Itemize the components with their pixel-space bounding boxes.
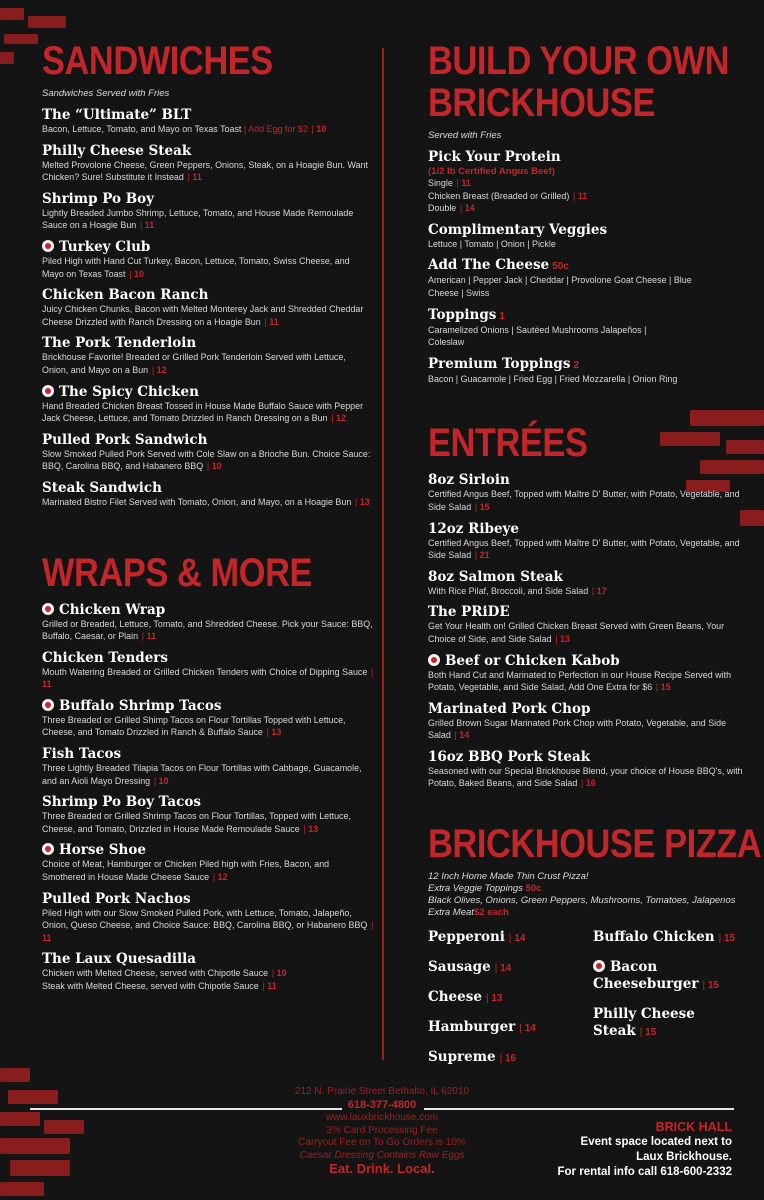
- brick-hall-info: [558, 1120, 733, 1180]
- item-description: Piled High with our Slow Smoked Pulled Pork, with Lettuce, Tomato, Jalapeño, Onion, Queso Cheese, and Choice Sauce: BBQ, Carolina BBQ, or Habanero BBQ| 11: [42, 908, 373, 946]
- protein-note: (1/2 lb Certified Angus Beef): [428, 166, 555, 177]
- menu-item: [42, 650, 372, 692]
- menu-item: [42, 191, 372, 233]
- menu-item: [428, 472, 748, 514]
- menu-item: [42, 951, 372, 993]
- item-name: Fish Tacos: [42, 746, 122, 763]
- item-name: Horse Shoe: [42, 842, 372, 859]
- pizza-item: Philly Cheese Steak| 15: [593, 1006, 723, 1041]
- menu-item: [42, 384, 372, 426]
- brick-hall-line: Laux Brickhouse.: [636, 1151, 732, 1163]
- item-name: Chicken Wrap: [42, 602, 372, 619]
- footer-contact: [232, 1086, 532, 1175]
- item-description: Marinated Bistro Filet Served with Tomato, Onion, and Mayo, on a Hoagie Bun| 13: [42, 497, 373, 510]
- tagline: Eat. Drink. Local.: [329, 1160, 435, 1176]
- item-description: Get Your Health on! Grilled Chicken Breast Served with Green Beans, Your Choice of Side, and Side Salad| 13: [428, 621, 749, 646]
- pizza-item: Sausage| 14: [428, 959, 583, 977]
- brick-decoration: [4, 34, 38, 44]
- phone-number[interactable]: 618-377-4800: [344, 1099, 421, 1111]
- item-description: Certified Angus Beef, Topped with Maître D' Butter, with Potato, Vegetable, and Side Salad| 15: [428, 489, 749, 514]
- byo-title-line1: BUILD YOUR OWN: [428, 39, 730, 83]
- menu-item: [428, 257, 748, 300]
- sandwiches-title: SANDWICHES: [42, 39, 273, 83]
- item-description: Bacon, Lettuce, Tomato, and Mayo on Texas Toast | Add Egg for $2| 10: [42, 124, 373, 137]
- item-description: Three Breaded or Grilled Shrimp Tacos on Flour Tortillas, Topped with Lettuce, Cheese, and Tomato, Drizzled in House Made Remoulade Sauce| 13: [42, 811, 373, 836]
- right-column: [428, 39, 762, 1079]
- website-link[interactable]: www.lauxbrickhouse.com: [325, 1112, 439, 1124]
- menu-item: [42, 335, 372, 377]
- item-name: The PRiDE: [428, 604, 510, 621]
- item-name: Beef or Chicken Kabob: [428, 653, 748, 670]
- brick-decoration: [44, 1120, 84, 1134]
- item-name: 12oz Ribeye: [428, 520, 519, 537]
- item-name: The “Ultimate” BLT: [42, 107, 192, 123]
- item-description: Juicy Chicken Chunks, Bacon with Melted Monterey Jack and Shredded Cheddar Cheese Drizzled with Ranch Dressing on a Hoagie Bun| 11: [42, 304, 373, 329]
- menu-item: [428, 356, 748, 387]
- item-name: Add The Cheese 50c: [428, 257, 569, 274]
- item-name: The Laux Quesadilla: [42, 951, 197, 968]
- menu-item: [42, 891, 372, 946]
- brick-decoration: [0, 52, 14, 64]
- item-description: Seasoned with our Special Brickhouse Blend, your choice of House BBQ's, with Potato, Baked Beans, and Side Salad| 16: [428, 766, 749, 791]
- brick-hall-line: For rental info call 618-600-2332: [557, 1166, 732, 1178]
- pizza-column-left: [428, 929, 583, 1079]
- column-divider: [382, 48, 384, 1060]
- brick-decoration: [0, 1138, 70, 1154]
- pizza-list: [428, 929, 748, 1079]
- item-description: Slow Smoked Pulled Pork Served with Cole Slaw on a Brioche Bun. Choice Sauce: BBQ, Carolina BBQ, and Habanero BBQ| 10: [42, 449, 373, 474]
- item-description: Three Breaded or Grilled Shimp Tacos on Flour Tortillas Topped with Lettuce, Cheese, and Tomato Drizzled in Ranch & Buffalo Sauce| 13: [42, 715, 373, 740]
- item-description: Single| 11: [428, 178, 749, 191]
- menu-item: [428, 569, 748, 599]
- item-name: Premium Toppings 2: [428, 355, 579, 372]
- card-fee-note: 3% Card Processing Fee: [326, 1124, 438, 1136]
- item-name: Pulled Pork Nachos: [42, 890, 191, 907]
- menu-item: [428, 521, 748, 563]
- item-description: Lettuce | Tomato | Onion | Pickle: [428, 238, 556, 250]
- item-name: Buffalo Shrimp Tacos: [42, 698, 372, 715]
- item-description: Both Hand Cut and Marinated to Perfection in our House Recipe Served with Potato, Vegetable, and Side Salad, Add One Extra for $6| 15: [428, 670, 749, 695]
- menu-item: [428, 307, 748, 350]
- item-description: Grilled Brown Sugar Marinated Pork Chop with Potato, Vegetable, and Side Salad| 14: [428, 718, 749, 743]
- item-description: With Rice Pilaf, Broccoli, and Side Salad| 17: [428, 586, 749, 599]
- menu-item: [42, 746, 372, 788]
- brick-decoration: [28, 16, 66, 28]
- item-name: 8oz Salmon Steak: [428, 568, 563, 585]
- item-name: Marinated Pork Chop: [428, 700, 591, 717]
- brick-decoration: [0, 1182, 44, 1196]
- brick-decoration: [0, 1068, 30, 1082]
- item-description: American | Pepper Jack | Cheddar | Provolone Goat Cheese | Blue Cheese | Swiss: [428, 275, 692, 299]
- item-name: Pick Your Protein: [428, 149, 561, 165]
- caesar-warning: Caesar Dressing Contains Raw Eggs: [299, 1149, 465, 1161]
- item-name: The Spicy Chicken: [42, 384, 372, 401]
- item-description: Double| 14: [428, 203, 749, 216]
- signature-icon: [42, 603, 54, 615]
- item-description: Caramelized Onions | Sautéed Mushrooms Jalapeños | Coleslaw: [428, 324, 647, 349]
- signature-icon: [42, 240, 54, 252]
- pizza-item: Buffalo Chicken| 15: [593, 929, 748, 947]
- signature-icon: [593, 960, 605, 972]
- item-name: Chicken Tenders: [42, 649, 169, 666]
- signature-icon: [42, 843, 54, 855]
- item-description: Chicken with Melted Cheese, served with Chipotle Sauce| 10: [42, 968, 373, 981]
- item-description: Choice of Meat, Hamburger or Chicken Piled high with Fries, Bacon, and Smothered in House Made Cheese Sauce| 12: [42, 859, 373, 884]
- menu-item: [428, 653, 748, 695]
- menu-item: [42, 842, 372, 884]
- menu-item: [42, 480, 372, 510]
- item-name: Toppings 1: [428, 306, 505, 323]
- brick-hall-title: BRICK HALL: [655, 1120, 732, 1134]
- menu-item: [42, 239, 372, 281]
- byo-subtitle: Served with Fries: [428, 130, 502, 141]
- menu-item: [428, 701, 748, 743]
- brick-decoration: [8, 1090, 58, 1104]
- item-name: 16oz BBQ Pork Steak: [428, 748, 591, 765]
- brick-decoration: [0, 8, 24, 20]
- item-name: The Pork Tenderloin: [42, 335, 197, 352]
- item-name: Pulled Pork Sandwich: [42, 431, 208, 448]
- item-description: Chicken Breast (Breaded or Grilled)| 11: [428, 191, 749, 204]
- menu-item: [428, 604, 748, 646]
- item-name: Chicken Bacon Ranch: [42, 287, 209, 304]
- menu-item: [428, 222, 748, 252]
- item-description: Piled High with Hand Cut Turkey, Bacon, Lettuce, Tomato, Swiss Cheese, and Mayo on Texas Toast| 10: [42, 256, 373, 281]
- menu-item: [42, 602, 372, 644]
- menu-item: [42, 287, 372, 329]
- wraps-title: WRAPS & MORE: [42, 550, 313, 595]
- item-description: Brickhouse Favorite! Breaded or Grilled Pork Tenderloin Served with Lettuce, Onion, and Mayo on a Bun| 12: [42, 352, 373, 377]
- item-name: 8oz Sirloin: [428, 472, 510, 489]
- item-description: Bacon | Guacamole | Fried Egg | Fried Mozzarella | Onion Ring: [428, 373, 678, 385]
- item-description: Lightly Breaded Jumbo Shrimp, Lettuce, Tomato, and House Made Remoulade Sauce on a Hoagie Bun| 11: [42, 208, 373, 233]
- item-name: Philly Cheese Steak: [42, 142, 192, 159]
- signature-icon: [428, 654, 440, 666]
- menu-item: [42, 698, 372, 740]
- item-name: Turkey Club: [42, 239, 372, 256]
- item-description: Melted Provolone Cheese, Green Peppers, Onions, Steak, on a Hoagie Bun. Want Chicken? Sure! Substitute it Instead| 11: [42, 160, 373, 185]
- sandwiches-subtitle: Sandwiches Served with Fries: [42, 88, 170, 99]
- signature-icon: [42, 699, 54, 711]
- item-description: Certified Angus Beef, Topped with Maître D' Butter, with Potato, Vegetable, and Side Salad| 21: [428, 538, 749, 563]
- pizza-item: Cheese| 13: [428, 989, 583, 1007]
- carryout-fee-note: Carryout Fee on To Go Orders is 10%: [298, 1137, 466, 1149]
- pizza-column-right: [593, 929, 748, 1079]
- item-name: Shrimp Po Boy: [42, 190, 154, 207]
- brick-decoration: [10, 1160, 70, 1176]
- signature-icon: [42, 385, 54, 397]
- item-description: Grilled or Breaded, Lettuce, Tomato, and Shredded Cheese. Pick your Sauce: BBQ, Buffalo, Caesar, or Plain| 11: [42, 619, 373, 644]
- item-name: Shrimp Po Boy Tacos: [42, 794, 202, 811]
- address: 212 N. Prairie Street Bethalto, IL 62010: [294, 1086, 470, 1097]
- pizza-title: BRICKHOUSE PIZZA: [428, 822, 762, 867]
- entrees-title: ENTRÉES: [428, 421, 588, 466]
- left-column: [42, 40, 372, 1000]
- brick-hall-line: Event space located next to: [580, 1136, 732, 1148]
- menu-item: [428, 149, 748, 216]
- brick-decoration: [0, 1112, 40, 1126]
- menu-item: [42, 143, 372, 185]
- item-name: Complimentary Veggies: [428, 221, 608, 238]
- item-description: Three Lightly Breaded Tilapia Tacos on Flour Tortillas with Cabbage, Guacamole, and an Aioli Mayo Dressing| 10: [42, 763, 373, 788]
- item-name: Steak Sandwich: [42, 479, 162, 496]
- pizza-notes: 12 Inch Home Made Thin Crust Pizza! Extra Veggie Toppings 50c Black Olives, Onions, Green Peppers, Mushrooms, Tomatoes, Jalapenos Extra Meat$2 each: [428, 871, 736, 919]
- item-description: Mouth Watering Breaded or Grilled Chicken Tenders with Choice of Dipping Sauce| 11: [42, 667, 373, 692]
- menu-item: [42, 794, 372, 836]
- pizza-item: Supreme| 16: [428, 1049, 583, 1067]
- menu-item: [428, 749, 748, 791]
- pizza-item: Bacon Cheeseburger| 15: [593, 959, 723, 994]
- menu-item: [42, 107, 372, 137]
- menu-item: [42, 432, 372, 474]
- byo-title-line2: BRICKHOUSE: [428, 81, 655, 125]
- pizza-item: Hamburger| 14: [428, 1019, 583, 1037]
- item-description: Steak with Melted Cheese, served with Chipotle Sauce| 11: [42, 981, 373, 994]
- item-description: Hand Breaded Chicken Breast Tossed in House Made Buffalo Sauce with Pepper Jack Cheese, Lettuce, and Tomato Drizzled in Ranch Dressing on a Bun| 12: [42, 401, 373, 426]
- pizza-item: Pepperoni| 14: [428, 929, 583, 947]
